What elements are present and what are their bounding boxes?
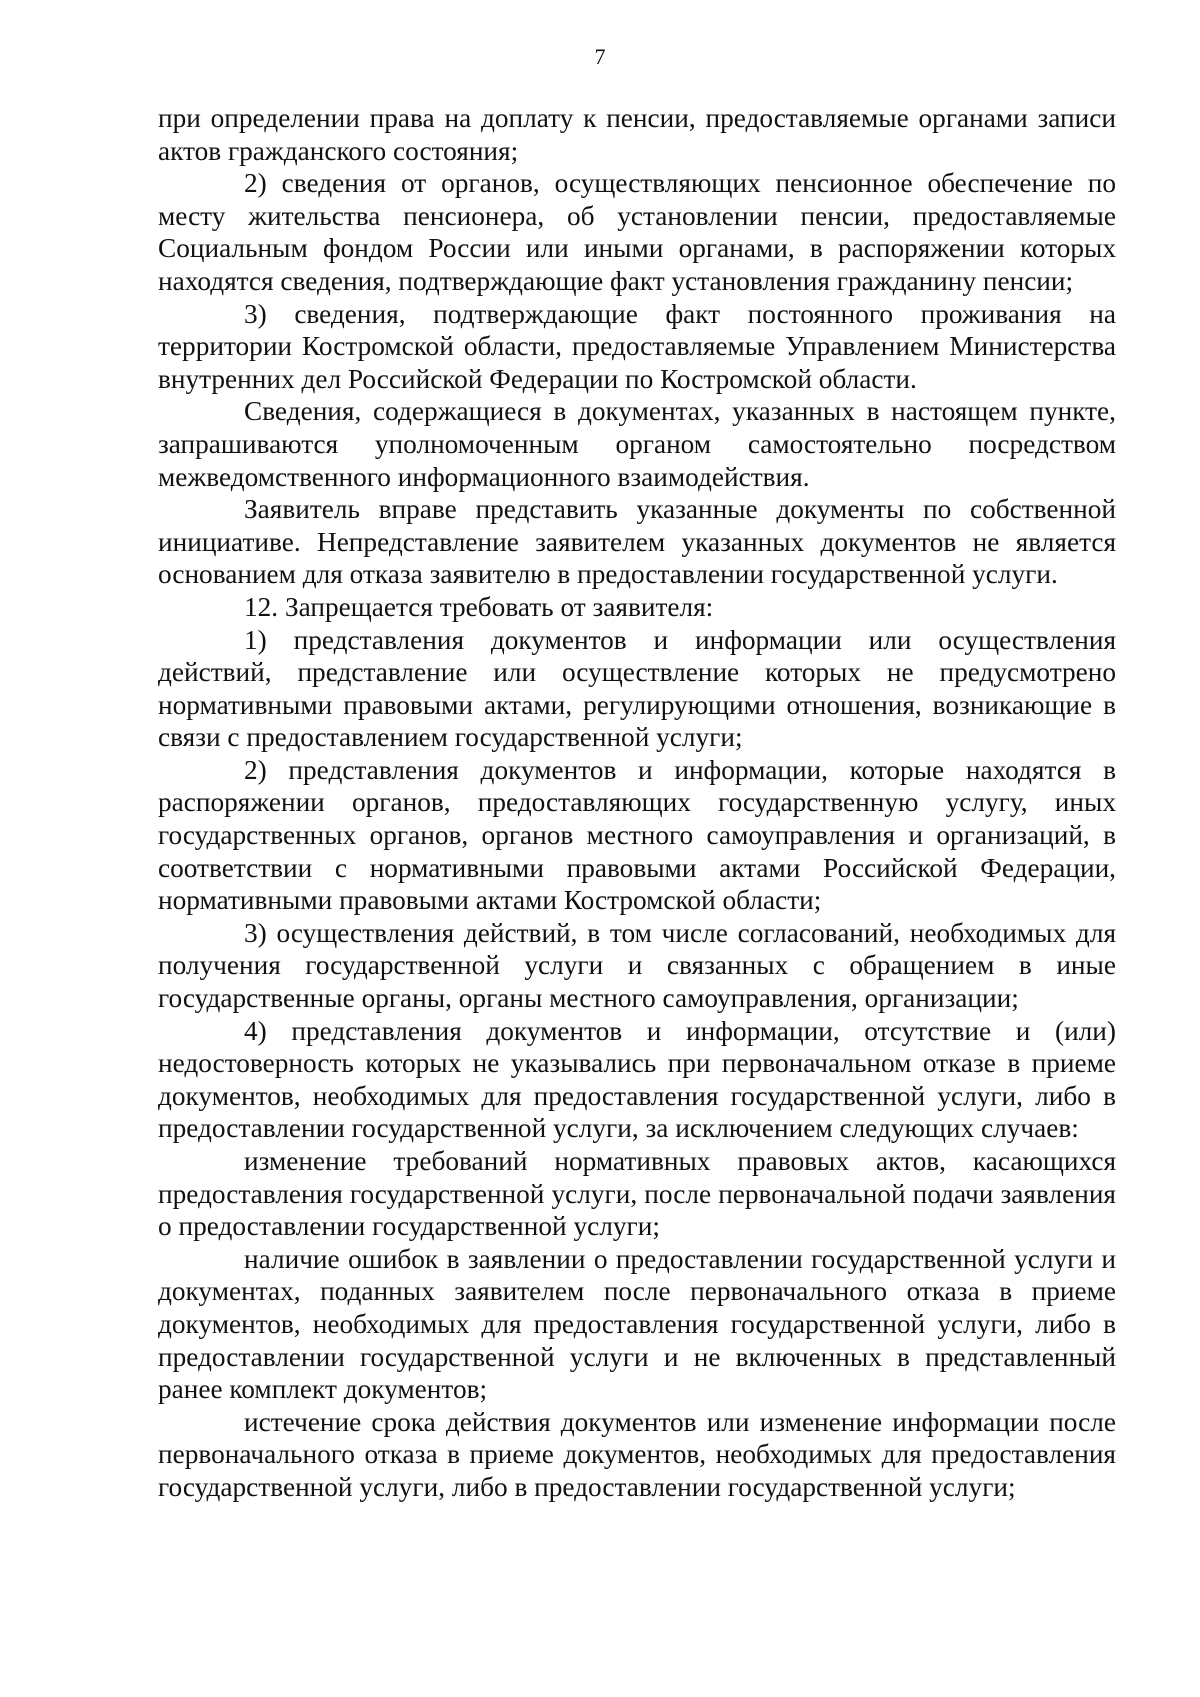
exception-item: истечение срока действия документов или изменение информации после первоначального отказа в приеме документов, необходимых для предоставления государственной услуги, либо в предоставлении государственной услуги; [158, 1406, 1116, 1502]
list-item: 4) представления документов и информации, отсутствие и (или) недостоверность которых не указывались при первоначальном отказе в приеме документов, необходимых для предоставления государственной услуги, либо в предоставлении государственной услуги, за исключением следующих случаев: [158, 1015, 1116, 1144]
list-item: 3) осуществления действий, в том числе согласований, необходимых для получения государственной услуги и связанных с обращением в иные государственные органы, органы местного самоуправления, организации; [158, 917, 1116, 1014]
section-heading: 12. Запрещается требовать от заявителя: [244, 591, 714, 622]
page-number: 7 [594, 44, 606, 69]
exception-item: наличие ошибок в заявлении о предоставлении государственной услуги и документах, поданных заявителем после первоначального отказа в приеме документов, необходимых для предоставления государственной услуги, либо в предоставлении государственной услуги и не включенных в представленный ранее комплект документов; [158, 1243, 1116, 1405]
paragraph: при определении права на доплату к пенсии, предоставляемые органами записи актов гражданского состояния; [158, 103, 1116, 166]
paragraph: 3) сведения, подтверждающие факт постоянного проживания на территории Костромской области, предоставляемые Управлением Министерства внутренних дел Российской Федерации по Костромской области. [158, 298, 1116, 394]
list-item: 2) представления документов и информации, которые находятся в распоряжении органов, предоставляющих государственную услугу, иных государственных органов, органов местного самоуправления и организаций, в соответствии с нормативными правовыми актами Российской Федерации, нормативными правовыми актами Костромской области; [158, 754, 1116, 916]
document-body [158, 102, 1116, 1504]
exception-item: изменение требований нормативных правовых актов, касающихся предоставления государственной услуги, после первоначальной подачи заявления о предоставлении государственной услуги; [158, 1146, 1116, 1242]
paragraph: Сведения, содержащиеся в документах, указанных в настоящем пункте, запрашиваются уполномоченным органом самостоятельно посредством межведомственного информационного взаимодействия. [158, 396, 1116, 492]
paragraph: 2) сведения от органов, осуществляющих пенсионное обеспечение по месту жительства пенсионера, об установлении пенсии, предоставляемые Социальным фондом России или иными органами, в распоряжении которых находятся сведения, подтверждающие факт установления гражданину пенсии; [158, 168, 1116, 296]
paragraph: Заявитель вправе представить указанные документы по собственной инициативе. Непредставление заявителем указанных документов не является основанием для отказа заявителю в предоставлении государственной услуги. [158, 494, 1116, 590]
list-item: 1) представления документов и информации или осуществления действий, представление или осуществление которых не предусмотрено нормативными правовыми актами, регулирующими отношения, возникающие в связи с предоставлением государственной услуги; [158, 624, 1116, 753]
